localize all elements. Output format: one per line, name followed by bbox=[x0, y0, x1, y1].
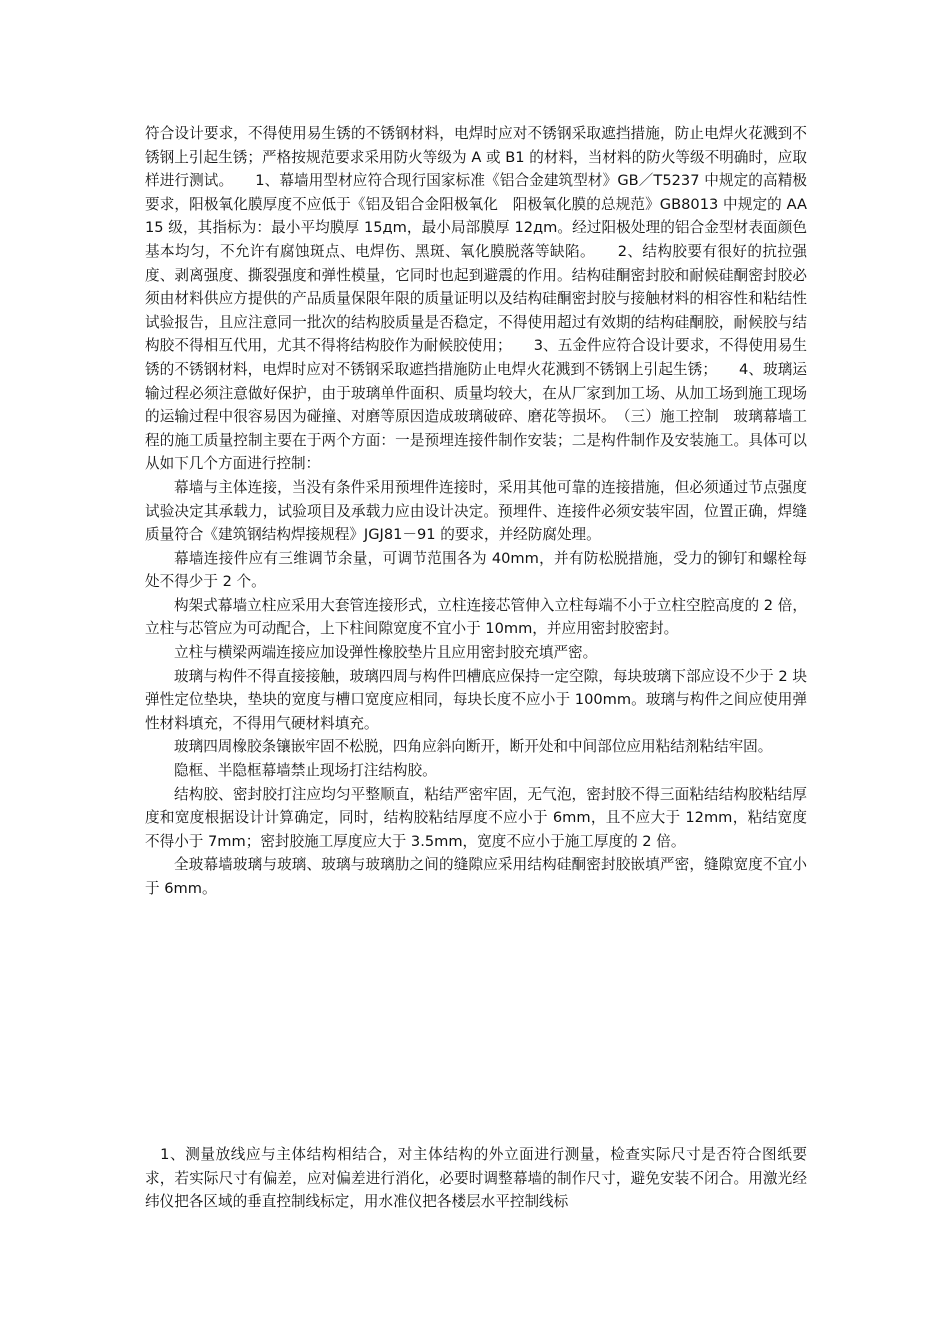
paragraph-column-beam: 立柱与横梁两端连接应加设弹性橡胶垫片且应用密封胶充填严密。 bbox=[174, 644, 598, 662]
paragraph-connector-adjust: 幕墙连接件应有三维调节余量，可调节范围各为 40mm，并有防松脱措施，受力的铆钉和螺栓每处不得少于 2 个。 bbox=[145, 549, 807, 591]
paragraph-rubber-strip: 玻璃四周橡胶条镶嵌牢固不松脱，四角应斜向断开，断开处和中间部位应用粘结剂粘结牢固。 bbox=[174, 738, 773, 756]
main-text-block bbox=[145, 122, 807, 901]
paragraph-column-sleeve: 构架式幕墙立柱应采用大套管连接形式，立柱连接芯管伸入立柱每端不小于立柱空腔高度的 2 倍，立柱与芯管应为可动配合，上下柱间隙宽度不宜小于 10mm，并应用密封胶密封。 bbox=[145, 596, 807, 638]
paragraph-full-glass: 全玻幕墙玻璃与玻璃、玻璃与玻璃肋之间的缝隙应采用结构硅酮密封胶嵌填严密，缝隙宽度不宜小于 6mm。 bbox=[145, 856, 807, 897]
intro-paragraph: 符合设计要求，不得使用易生锈的不锈钢材料，电焊时应对不锈钢采取遮挡措施，防止电焊火花溅到不锈钢上引起生锈；严格按规范要求采用防火等级为 A 或 B1 的材料，当材料的防火等级不明确时，应取样进行测试。 1、幕墙用型材应符合现行国家标准《铝合金建筑型材》GB／T5237 中规定的高精极要求，阳极氧化膜厚度不应低于《铝及铝合金阳极氧化 阳极氧化膜的总规范》GB8013 中规定的 AA15 级，其指标为：最小平均膜厚 15дm，最小局部膜厚 12дm。经过阳极处理的铝合金型材表面颜色基本均匀，不允许有腐蚀斑点、电焊伤、黑斑、氧化膜脱落等缺陷。 2、结构胶要有很好的抗拉强度、剥离强度、撕裂强度和弹性模量，它同时也起到避震的作用。结构硅酮密封胶和耐候硅酮密封胶必须由材料供应方提供的产品质量保限年限的质量证明以及结构硅酮密封胶与接触材料的相容性和粘结性试验报告，且应注意同一批次的结构胶质量是否稳定，不得使用超过有效期的结构硅酮胶，耐候胶与结构胶不得相互代用，尤其不得将结构胶作为耐候胶使用； 3、五金件应符合设计要求，不得使用易生锈的不锈钢材料，电焊时应对不锈钢采取遮挡措施防止电焊火花溅到不锈钢上引起生锈； 4、玻璃运输过程必须注意做好保护，由于玻璃单件面积、质量均较大，在从厂家到加工场、从加工场到施工现场的运输过程中很容易因为碰撞、对磨等原因造成玻璃破碎、磨花等损坏。 （三）施工控制 玻璃幕墙工程的施工质量控制主要在于两个方面：一是预埋连接件制作安装；二是构件制作及安装施工。具体可以从如下几个方面进行控制： bbox=[145, 125, 807, 473]
bottom-text-block bbox=[145, 1143, 807, 1214]
paragraph-survey: 1、测量放线应与主体结构相结合，对主体结构的外立面进行测量，检查实际尺寸是否符合图纸要求，若实际尺寸有偏差，应对偏差进行消化，必要时调整幕墙的制作尺寸，避免安装不闭合。用激光经纬仪把各区域的垂直控制线标定，用水准仪把各楼层水平控制线标 bbox=[145, 1146, 807, 1211]
paragraph-hidden-frame: 隐框、半隐框幕墙禁止现场打注结构胶。 bbox=[174, 762, 437, 780]
paragraph-glass-contact: 玻璃与构件不得直接接触，玻璃四周与构件凹槽底应保持一定空隙，每块玻璃下部应设不少于 2 块弹性定位垫块，垫块的宽度与槽口宽度应相同，每块长度不应小于 100mm。玻璃与构件之间应使用弹性材料填充，不得用气硬材料填充。 bbox=[145, 667, 807, 732]
paragraph-sealant: 结构胶、密封胶打注应均匀平整顺直，粘结严密牢固，无气泡，密封胶不得三面粘结结构胶粘结厚度和宽度根据设计计算确定，同时，结构胶粘结厚度不应小于 6mm，且不应大于 12mm，粘结宽度不得小于 7mm；密封胶施工厚度应大于 3.5mm，宽度不应小于施工厚度的 2 倍。 bbox=[145, 785, 807, 850]
paragraph-connection: 幕墙与主体连接，当没有条件采用预埋件连接时，采用其他可靠的连接措施，但必须通过节点强度试验决定其承载力，试验项目及承载力应由设计决定。预埋件、连接件必须安装牢固，位置正确，焊缝质量符合《建筑钢结构焊接规程》JGJ81－91 的要求，并经防腐处理。 bbox=[145, 478, 807, 544]
